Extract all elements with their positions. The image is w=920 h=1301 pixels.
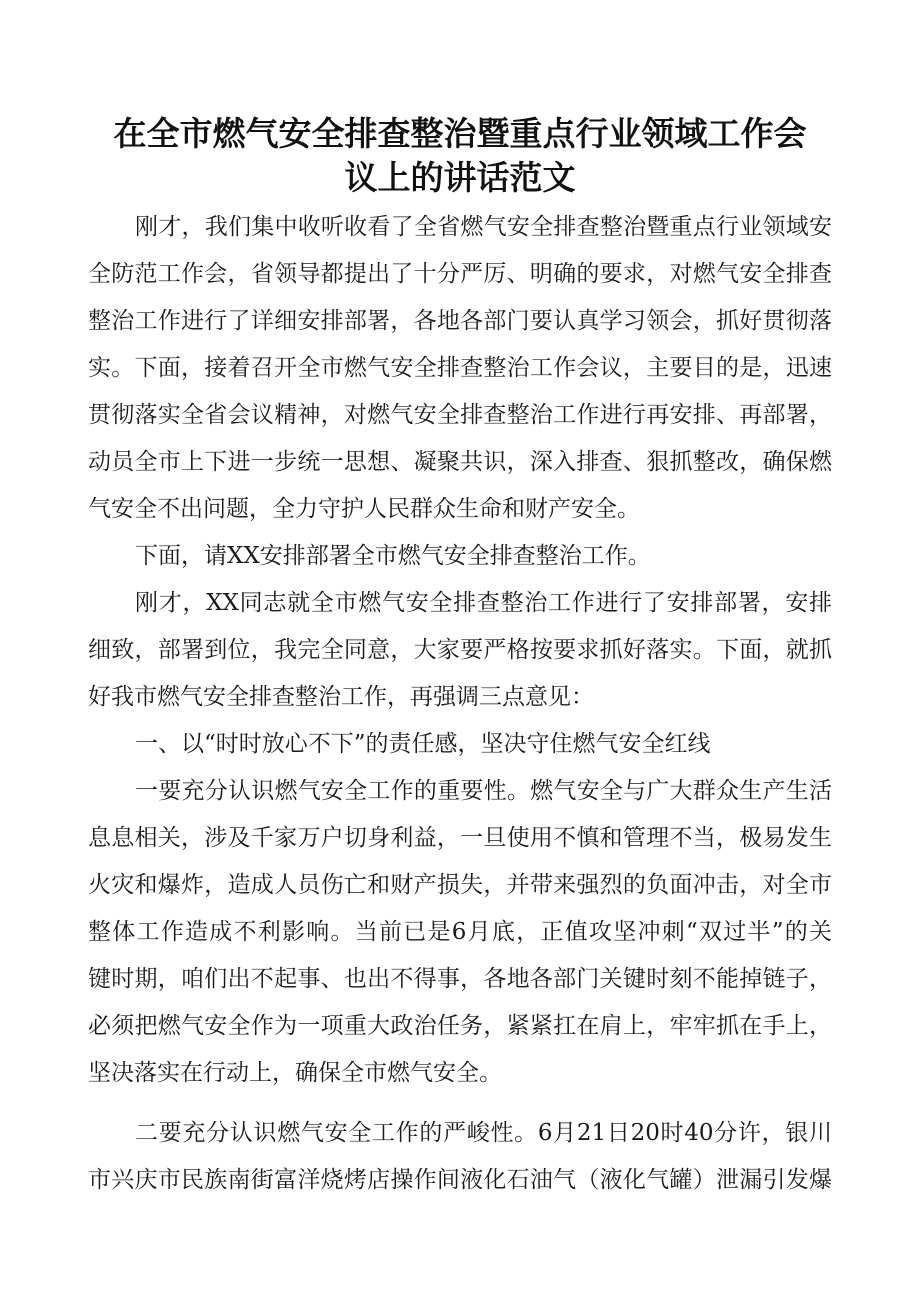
document-title-line-2: 议上的讲话范文 [344, 158, 576, 197]
body-line: 整体工作造成不利影响。当前已是6月底，正值攻坚冲刺“双过半”的关 [88, 919, 832, 945]
body-line: 坚决落实在行动上，确保全市燃气安全。 [88, 1060, 502, 1086]
body-line: 贯彻落实全省会议精神，对燃气安全排查整治工作进行再安排、再部署， [88, 402, 832, 428]
body-line: 刚才，我们集中收听收看了全省燃气安全排查整治暨重点行业领域安 [135, 214, 832, 240]
body-line: 气安全不出问题，全力守护人民群众生命和财产安全。 [88, 496, 640, 522]
body-line: 刚才，XX同志就全市燃气安全排查整治工作进行了安排部署，安排 [135, 590, 832, 616]
body-line: 火灾和爆炸，造成人员伤亡和财产损失，并带来强烈的负面冲击，对全市 [88, 872, 832, 898]
document-title-line-1: 在全市燃气安全排查整治暨重点行业领域工作会 [113, 114, 807, 153]
body-line: 息息相关，涉及千家万户切身利益，一旦使用不慎和管理不当，极易发生 [88, 825, 832, 851]
body-line: 必须把燃气安全作为一项重大政治任务，紧紧扛在肩上，牢牢抓在手上， [88, 1013, 832, 1039]
body-line: 整治工作进行了详细安排部署，各地各部门要认真学习领会，抓好贯彻落 [88, 308, 832, 334]
body-line: 细致，部署到位，我完全同意，大家要严格按要求抓好落实。下面，就抓 [88, 637, 832, 663]
body-line: 实。下面，接着召开全市燃气安全排查整治工作会议，主要目的是，迅速 [88, 355, 832, 381]
body-line: 全防范工作会，省领导都提出了十分严厉、明确的要求，对燃气安全排查 [88, 261, 832, 287]
body-line: 二要充分认识燃气安全工作的严峻性。6月21日20时40分许，银川 [135, 1120, 832, 1146]
section-heading: 一、以“时时放心不下”的责任感，坚决守住燃气安全红线 [135, 731, 711, 757]
body-line: 动员全市上下进一步统一思想、凝聚共识，深入排查、狠抓整改，确保燃 [88, 449, 832, 475]
body-line: 键时期，咱们出不起事、也出不得事，各地各部门关键时刻不能掉链子， [88, 966, 832, 992]
body-line: 市兴庆市民族南街富洋烧烤店操作间液化石油气（液化气罐）泄漏引发爆 [88, 1167, 832, 1193]
body-line: 一要充分认识燃气安全工作的重要性。燃气安全与广大群众生产生活 [135, 778, 832, 804]
body-line: 下面，请XX安排部署全市燃气安全排查整治工作。 [135, 543, 651, 569]
body-line: 好我市燃气安全排查整治工作，再强调三点意见： [88, 684, 594, 710]
